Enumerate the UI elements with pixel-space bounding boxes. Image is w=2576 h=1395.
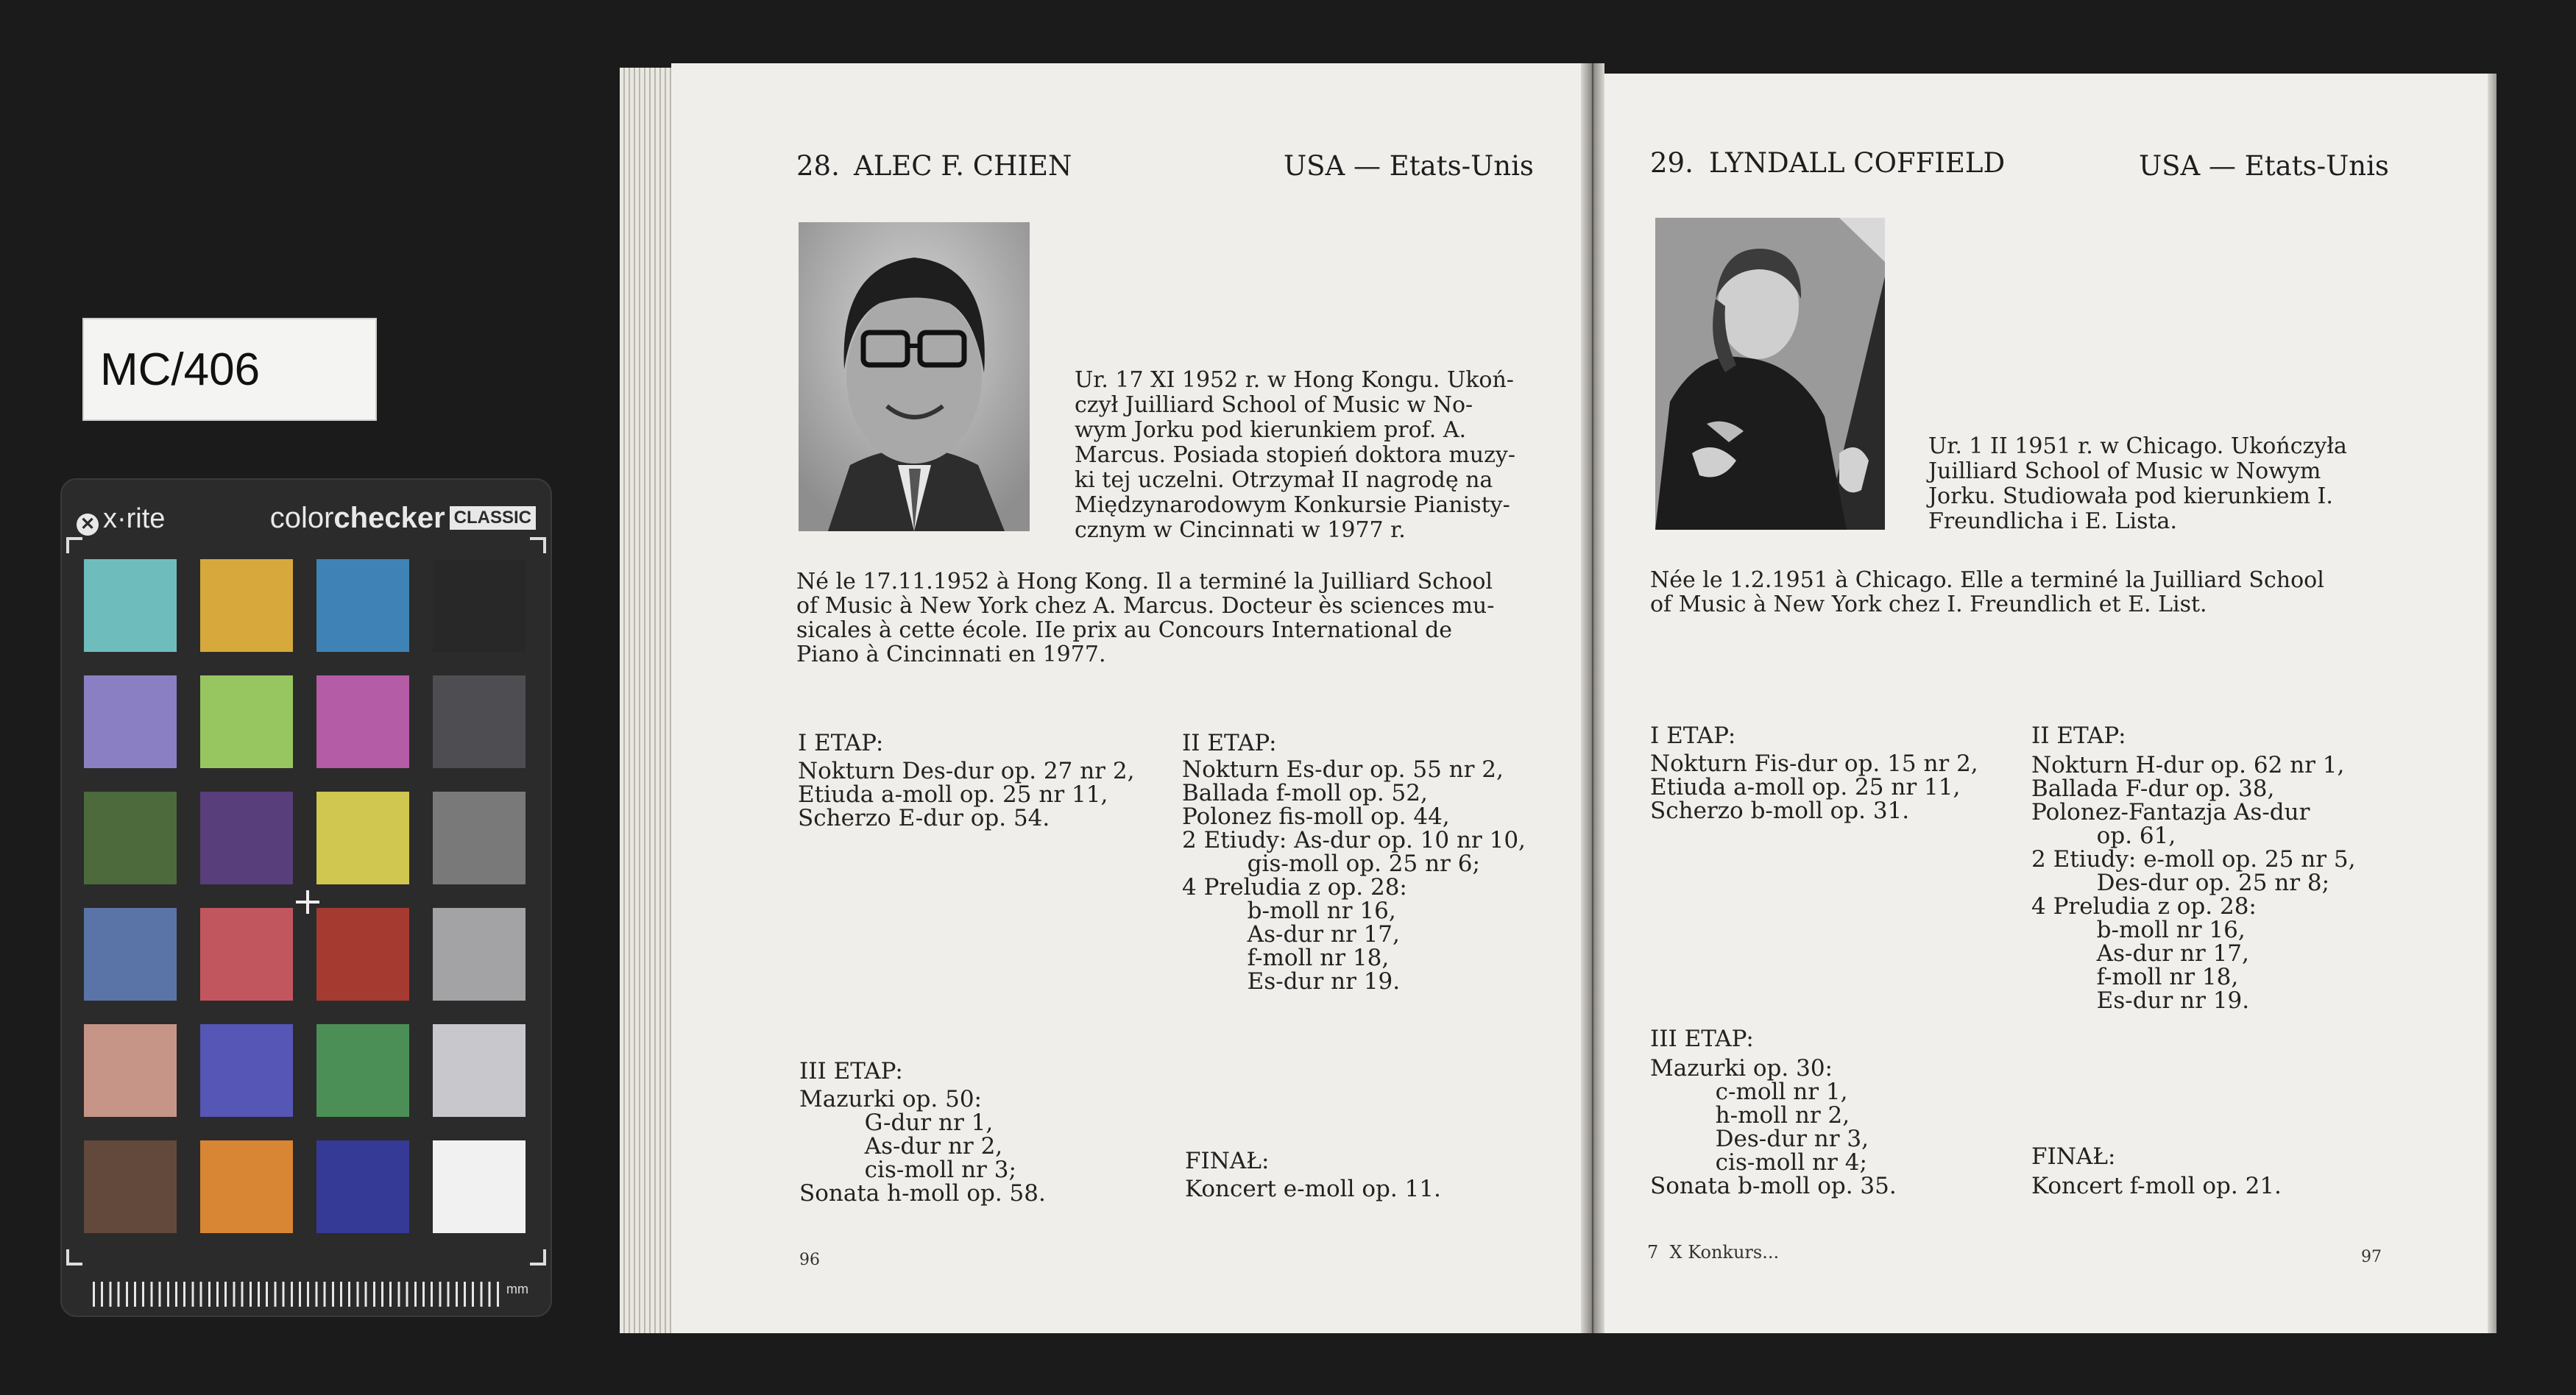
right-etap3-title: III ETAP: — [1650, 1026, 1754, 1052]
right-page-edge — [2488, 74, 2497, 1333]
portrait-alec-chien — [799, 222, 1030, 531]
right-page-number: 97 — [2361, 1248, 2382, 1266]
color-swatch — [84, 1140, 177, 1233]
color-swatch — [200, 792, 293, 884]
corner-mark-icon — [530, 1249, 546, 1266]
corner-mark-icon — [66, 537, 82, 553]
color-swatch — [433, 792, 526, 884]
color-swatch — [433, 559, 526, 652]
right-entry-number: 29. — [1650, 147, 1694, 179]
color-swatch — [84, 675, 177, 768]
color-swatch — [316, 908, 409, 1001]
ruler-unit-label: mm — [506, 1282, 528, 1296]
xrite-logo — [77, 503, 165, 536]
color-swatch — [316, 1024, 409, 1117]
left-etap2-program: Nokturn Es-dur op. 55 nr 2, Ballada f-moll op. 52, Polonez fis-moll op. 44, 2 Etiudy: As-dur op. 10 nr 10, gis-moll op. 25 nr 6; 4 Preludia z op. 28: b-moll nr 16, As-dur nr 17, f-moll nr 18, Es-dur nr 19. — [1182, 756, 1526, 995]
xrite-logo-icon: ✕ — [77, 514, 99, 536]
color-swatch — [200, 675, 293, 768]
left-final-title: FINAŁ: — [1185, 1148, 1270, 1174]
color-checker-card — [60, 478, 552, 1317]
colorchecker-logo — [270, 502, 536, 535]
color-swatch — [84, 559, 177, 652]
portrait-lyndall-coffield — [1655, 218, 1885, 530]
right-bio-polish: Ur. 1 II 1951 r. w Chicago. Ukończyła Juilliard School of Music w Nowym Jorku. Studiowała pod kierunkiem I. Freundlicha i E. Lista. — [1928, 433, 2347, 534]
corner-mark-icon — [66, 1249, 82, 1266]
right-etap2-title: II ETAP: — [2031, 723, 2126, 749]
left-entry-name: ALEC F. CHIEN — [854, 150, 1072, 182]
color-swatch — [84, 792, 177, 884]
left-final-program: Koncert e-moll op. 11. — [1185, 1176, 1441, 1202]
right-final-title: FINAŁ: — [2031, 1143, 2116, 1170]
right-footer-note: 7 X Konkurs... — [1647, 1242, 1780, 1263]
color-swatch — [433, 908, 526, 1001]
right-etap3-program: Mazurki op. 30: c-moll nr 1, h-moll nr 2, Des-dur nr 3, cis-moll nr 4; Sonata b-moll op. 35. — [1650, 1055, 1897, 1199]
colorchecker-prefix: color — [269, 502, 334, 534]
portrait-lyndall-coffield-drawing — [1655, 218, 1885, 530]
color-swatch — [200, 559, 293, 652]
xrite-brand-text: x·rite — [103, 503, 166, 534]
left-etap1-title: I ETAP: — [798, 730, 884, 756]
corner-mark-icon — [530, 537, 546, 553]
book-page-edges — [620, 68, 671, 1333]
colorchecker-edition: CLASSIC — [450, 506, 536, 530]
portrait-alec-chien-drawing — [799, 222, 1030, 531]
left-entry-country: USA — Etats-Unis — [1284, 150, 1534, 182]
color-swatch — [433, 1140, 526, 1233]
left-etap2-title: II ETAP: — [1182, 730, 1277, 756]
color-swatch — [433, 1024, 526, 1117]
color-swatch — [316, 559, 409, 652]
color-swatch — [200, 1140, 293, 1233]
color-swatch — [200, 1024, 293, 1117]
color-swatch — [84, 908, 177, 1001]
right-etap1-program: Nokturn Fis-dur op. 15 nr 2, Etiuda a-moll op. 25 nr 11, Scherzo b-moll op. 31. — [1650, 750, 1978, 824]
right-entry-country: USA — Etats-Unis — [2139, 150, 2389, 182]
left-page-number: 96 — [799, 1251, 820, 1269]
color-swatch — [316, 1140, 409, 1233]
left-bio-french: Né le 17.11.1952 à Hong Kong. Il a terminé la Juilliard School of Music à New York chez A. Marcus. Docteur ès sciences mu- sicales à cette école. IIe prix au Concours International de Piano à Cincinnati en 1977. — [796, 569, 1495, 667]
crosshair-icon — [294, 889, 321, 915]
right-entry-name: LYNDALL COFFIELD — [1709, 147, 2006, 179]
book-gutter — [1581, 63, 1604, 1333]
right-etap2-program: Nokturn H-dur op. 62 nr 1, Ballada F-dur op. 38, Polonez-Fantazja As-dur op. 61, 2 Etiudy: e-moll op. 25 nr 5, Des-dur op. 25 nr 8; 4 Preludia z op. 28: b-moll nr 16, As-dur nr 17, f-moll nr 18, Es-dur nr 19. — [2031, 752, 2356, 1014]
left-bio-polish: Ur. 17 XI 1952 r. w Hong Kongu. Ukoń- czył Juilliard School of Music w No- wym Jorku pod kierunkiem prof. A. Marcus. Posiada stopień doktora muzy- ki tej uczelni. Otrzymał II nagrodę na Międzynarodowym Konkursie Pianisty- cznym w Cincinnati w 1977 r. — [1075, 367, 1515, 543]
left-etap3-program: Mazurki op. 50: G-dur nr 1, As-dur nr 2, cis-moll nr 3; Sonata h-moll op. 58. — [799, 1086, 1046, 1207]
right-etap1-title: I ETAP: — [1650, 723, 1736, 749]
color-swatch — [316, 792, 409, 884]
colorchecker-name: checker — [333, 502, 445, 534]
left-etap1-program: Nokturn Des-dur op. 27 nr 2, Etiuda a-moll op. 25 nr 11, Scherzo E-dur op. 54. — [798, 758, 1135, 831]
color-checker-brand — [77, 497, 536, 534]
right-bio-french: Née le 1.2.1951 à Chicago. Elle a terminé la Juilliard School of Music à New York chez I. Freundlich et E. List. — [1650, 567, 2324, 617]
color-swatch — [200, 908, 293, 1001]
color-swatch — [84, 1024, 177, 1117]
mm-ruler — [93, 1282, 505, 1307]
color-swatch — [316, 675, 409, 768]
left-entry-number: 28. — [796, 150, 840, 182]
color-swatch — [433, 675, 526, 768]
left-etap3-title: III ETAP: — [799, 1058, 903, 1085]
right-final-program: Koncert f-moll op. 21. — [2031, 1173, 2282, 1199]
archive-label: MC/406 — [82, 318, 377, 421]
